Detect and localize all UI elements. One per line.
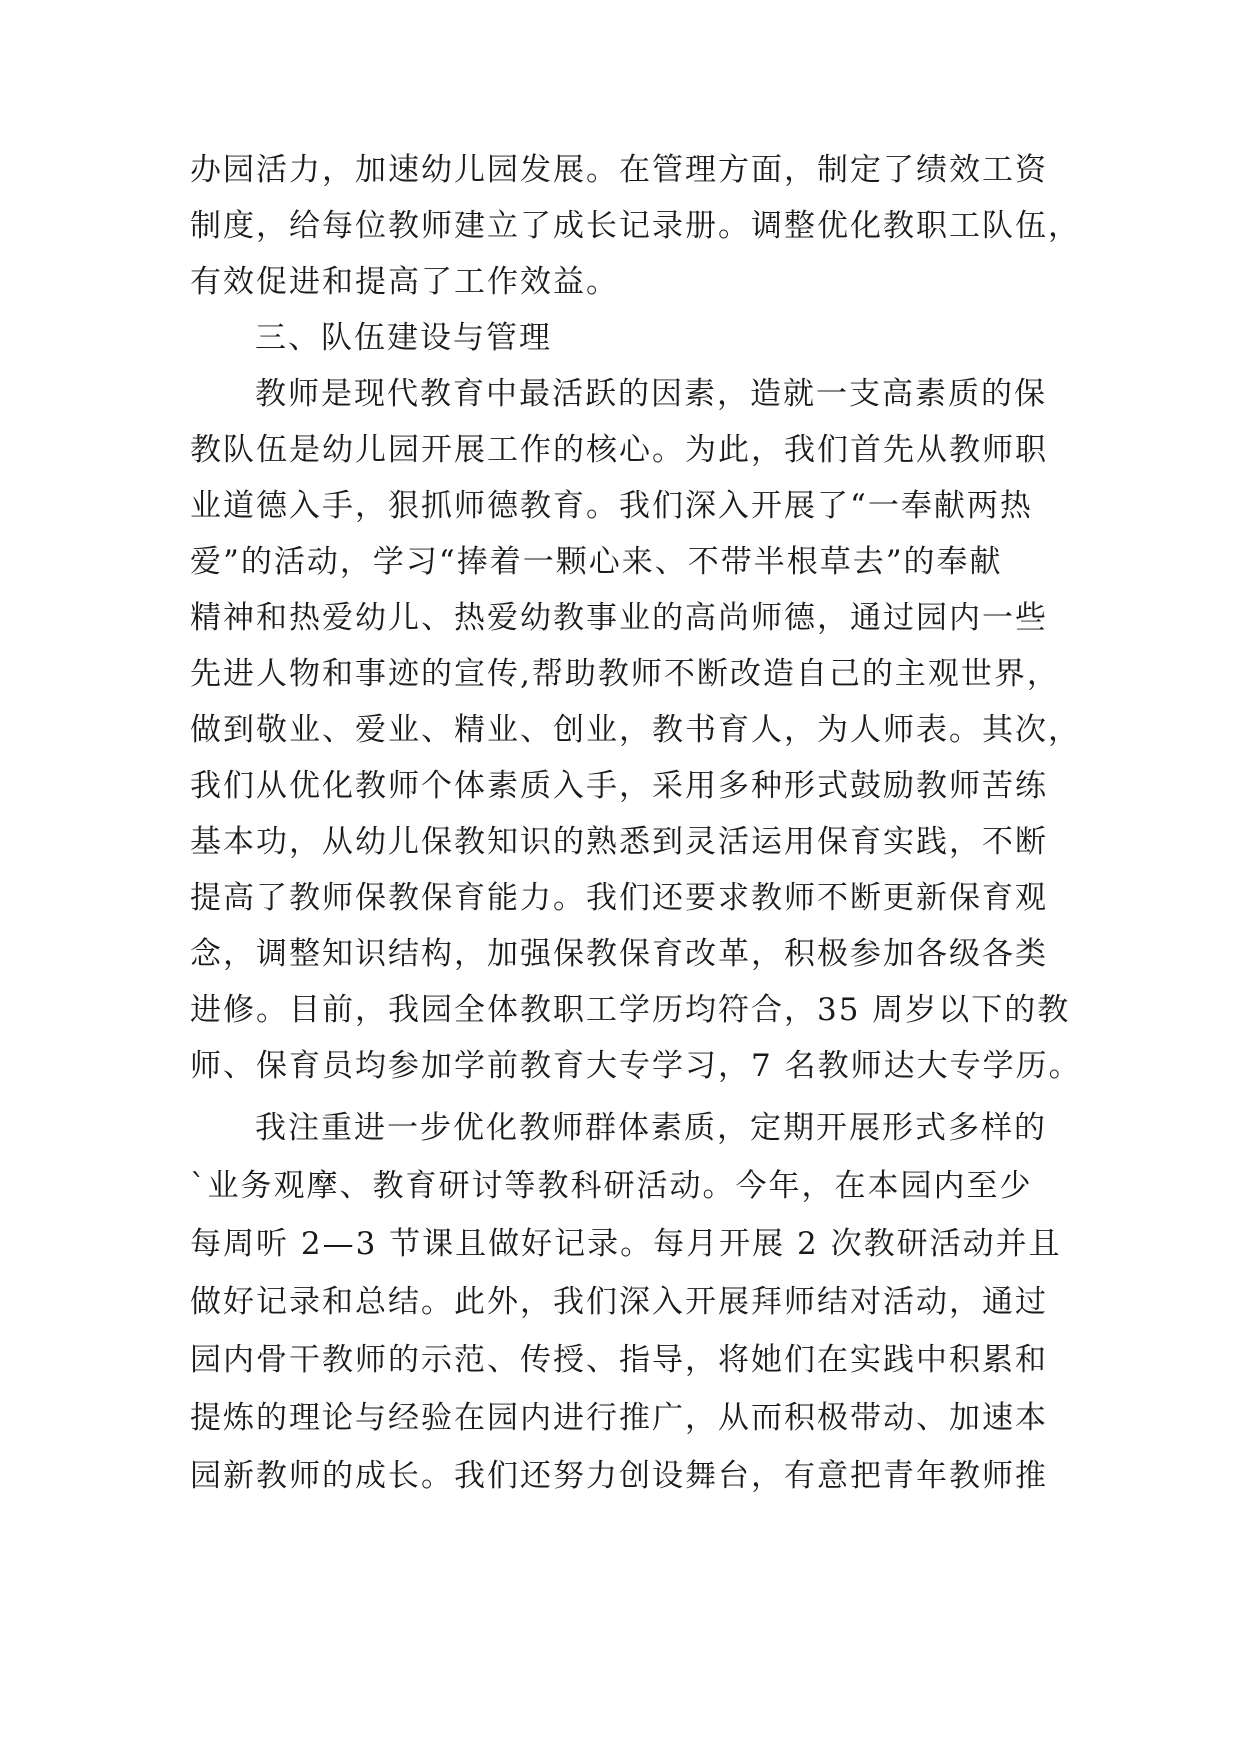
body-line: 做到敬业、爱业、精业、创业，教书育人，为人师表。其次， bbox=[190, 712, 1081, 748]
body-line: 师、保育员均参加学前教育大专学习，7 名教师达大专学历。 bbox=[190, 1048, 1082, 1084]
body-line: 园新教师的成长。我们还努力创设舞台，有意把青年教师推 bbox=[190, 1458, 1048, 1494]
body-line: 有效促进和提高了工作效益。 bbox=[190, 264, 619, 300]
body-line: 进修。目前，我园全体教职工学历均符合，35 周岁以下的教 bbox=[190, 992, 1071, 1028]
body-line: 基本功，从幼儿保教知识的熟悉到灵活运用保育实践，不断 bbox=[190, 824, 1048, 860]
body-line: 我们从优化教师个体素质入手，采用多种形式鼓励教师苦练 bbox=[190, 768, 1048, 804]
body-line: 提炼的理论与经验在园内进行推广，从而积极带动、加速本 bbox=[190, 1400, 1048, 1436]
body-line: 业道德入手，狠抓师德教育。我们深入开展了“一奉献两热 bbox=[190, 488, 1033, 524]
body-line: 教队伍是幼儿园开展工作的核心。为此，我们首先从教师职 bbox=[190, 432, 1048, 468]
body-line: 园内骨干教师的示范、传授、指导，将她们在实践中积累和 bbox=[190, 1342, 1048, 1378]
body-line: 制度，给每位教师建立了成长记录册。调整优化教职工队伍， bbox=[190, 208, 1081, 244]
body-line: `业务观摩、教育研讨等教科研活动。今年，在本园内至少 bbox=[190, 1168, 1033, 1204]
body-line: 提高了教师保教保育能力。我们还要求教师不断更新保育观 bbox=[190, 880, 1048, 916]
body-line: 先进人物和事迹的宣传,帮助教师不断改造自己的主观世界， bbox=[190, 656, 1060, 692]
body-line: 我注重进一步优化教师群体素质，定期开展形式多样的 bbox=[255, 1110, 1047, 1146]
body-line: 每周听 2—3 节课且做好记录。每月开展 2 次教研活动并且 bbox=[190, 1226, 1062, 1262]
body-line: 爱”的活动，学习“捧着一颗心来、不带半根草去”的奉献 bbox=[190, 544, 1003, 580]
body-line: 教师是现代教育中最活跃的因素，造就一支高素质的保 bbox=[255, 376, 1047, 412]
section-heading: 三、队伍建设与管理 bbox=[255, 320, 552, 356]
body-line: 办园活力，加速幼儿园发展。在管理方面，制定了绩效工资 bbox=[190, 152, 1048, 188]
body-line: 做好记录和总结。此外，我们深入开展拜师结对活动，通过 bbox=[190, 1284, 1048, 1320]
body-line: 念，调整知识结构，加强保教保育改革，积极参加各级各类 bbox=[190, 936, 1048, 972]
body-line: 精神和热爱幼儿、热爱幼教事业的高尚师德，通过园内一些 bbox=[190, 600, 1048, 636]
